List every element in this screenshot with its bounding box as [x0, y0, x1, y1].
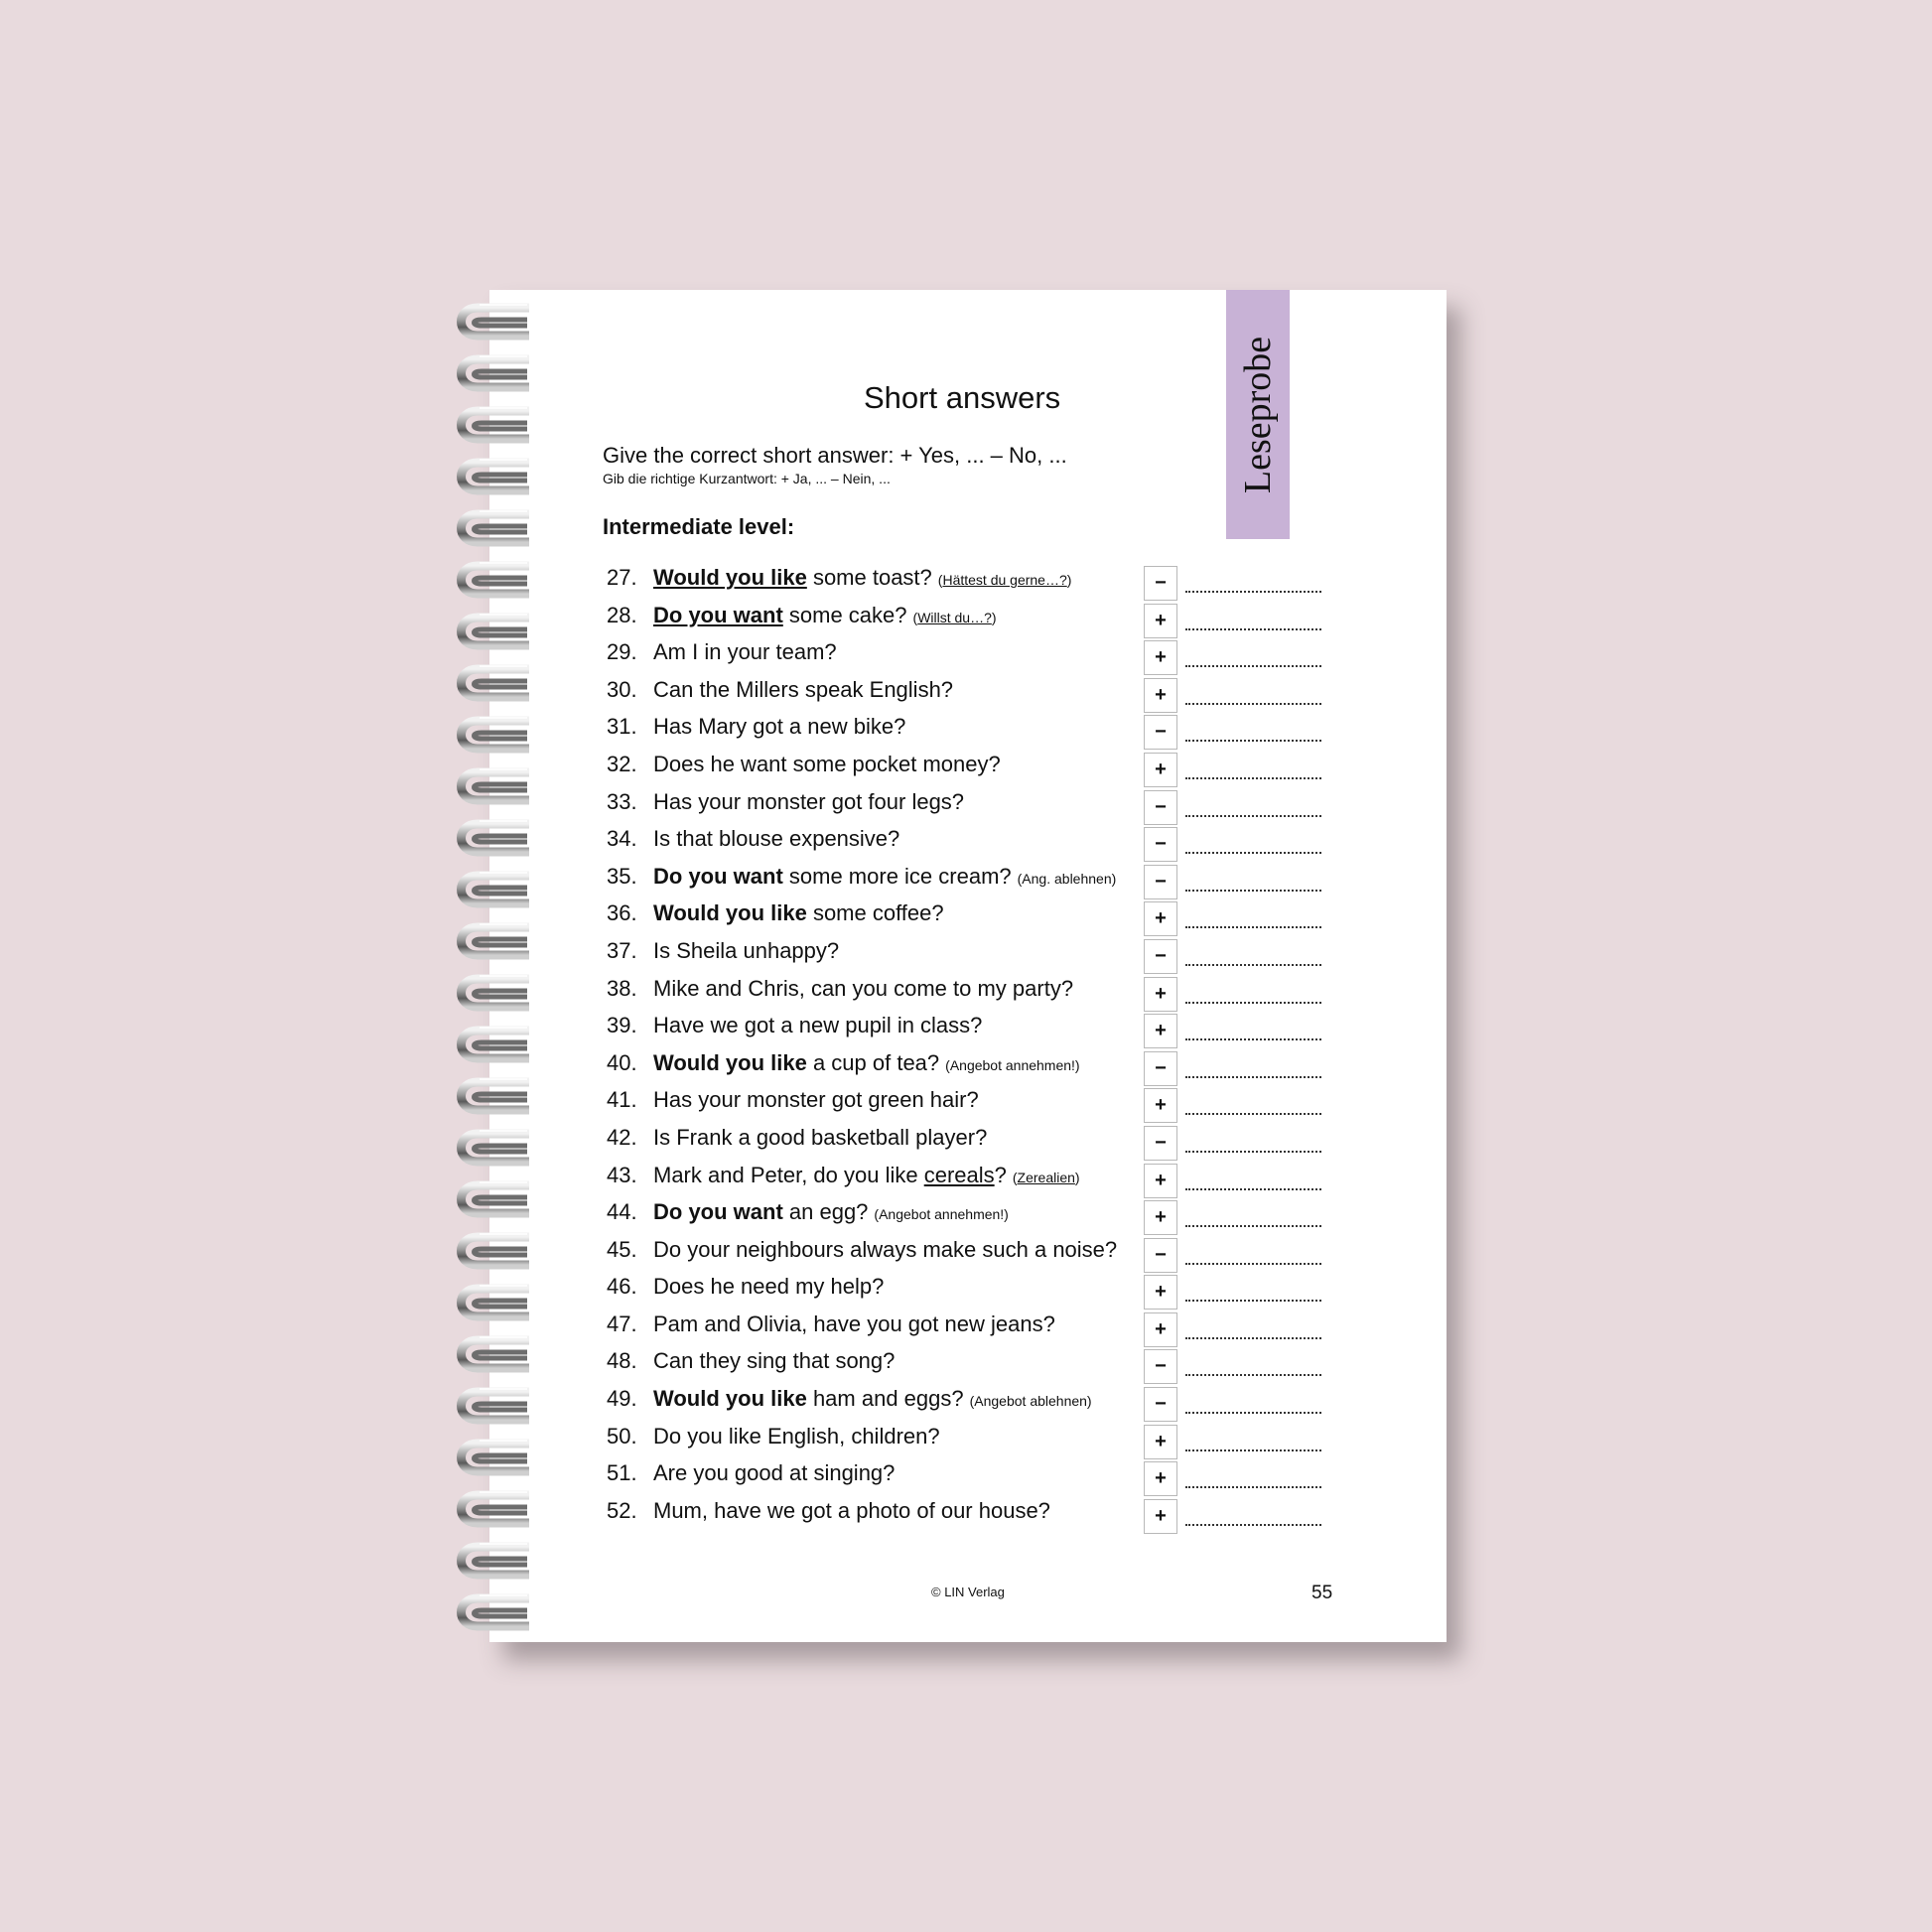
- question-text-end: ?: [994, 1162, 1007, 1187]
- question: [653, 639, 837, 665]
- question-text: Has Mary got a new bike?: [653, 714, 906, 740]
- question-text: Can the Millers speak English?: [653, 676, 954, 702]
- exercise-number: 40.: [607, 1049, 637, 1075]
- exercise-row: [604, 785, 1338, 823]
- question-keyword: Would you like: [653, 1386, 807, 1412]
- plus-sign-box: +: [1144, 640, 1177, 675]
- question-text: Is Sheila unhappy?: [653, 937, 840, 963]
- instruction: Give the correct short answer: + Yes, ... – No, ...: [603, 443, 1067, 468]
- question-text: an egg?: [782, 1199, 869, 1225]
- spiral-ring: [462, 1028, 530, 1058]
- exercise-number: 29.: [607, 639, 637, 665]
- spiral-ring: [462, 1492, 530, 1523]
- question: [653, 1199, 1009, 1225]
- exercise-number: 42.: [607, 1124, 637, 1150]
- spiral-ring: [462, 1286, 530, 1316]
- spiral-ring: [462, 615, 530, 645]
- question-text: some toast?: [806, 565, 932, 590]
- exercise-row: [604, 1195, 1338, 1233]
- question: [653, 1087, 979, 1113]
- exercise-number: 30.: [607, 676, 637, 702]
- answer-line[interactable]: [1185, 1038, 1321, 1040]
- instruction-german: Gib die richtige Kurzantwort: + Ja, ... – Nein, ...: [603, 471, 891, 486]
- exercise-row: [604, 897, 1338, 934]
- question-text: Are you good at singing?: [653, 1460, 896, 1486]
- hint-text: Willst du…?: [917, 609, 992, 625]
- exercise-row: [604, 972, 1338, 1010]
- spiral-ring: [462, 511, 530, 542]
- plus-sign-box: +: [1144, 1200, 1177, 1235]
- exercise-row: [604, 1046, 1338, 1084]
- answer-line[interactable]: [1185, 926, 1321, 928]
- answer-line[interactable]: [1185, 852, 1321, 854]
- question-keyword: Do you want: [653, 602, 783, 627]
- exercise-row: [604, 1456, 1338, 1494]
- minus-sign-box: −: [1144, 1238, 1177, 1273]
- exercise-row: [604, 860, 1338, 897]
- question: [653, 603, 997, 628]
- plus-sign-box: +: [1144, 604, 1177, 638]
- plus-sign-box: +: [1144, 1461, 1177, 1496]
- question: [653, 677, 953, 703]
- exercise-row: [604, 748, 1338, 785]
- spiral-binding: [452, 290, 535, 1642]
- exercise-number: 34.: [607, 826, 637, 852]
- plus-sign-box: +: [1144, 1425, 1177, 1459]
- hint-paren: ): [1066, 572, 1072, 588]
- exercise-number: 47.: [607, 1311, 637, 1336]
- question-text: Mum, have we got a photo of our house?: [653, 1497, 1050, 1523]
- question: [653, 900, 944, 926]
- level-heading: Intermediate level:: [603, 514, 795, 539]
- exercise-row: [604, 934, 1338, 972]
- question: [653, 565, 1071, 591]
- question-text: Mike and Chris, can you come to my party?: [653, 975, 1074, 1001]
- question-text: ham and eggs?: [806, 1386, 964, 1412]
- exercise-row: [604, 1420, 1338, 1457]
- question: [653, 1125, 987, 1151]
- german-hint: (Angebot annehmen!): [874, 1206, 1009, 1223]
- exercise-number: 46.: [607, 1274, 637, 1300]
- question-keyword: Would you like: [653, 1049, 807, 1075]
- hint-paren: ): [991, 609, 997, 625]
- german-hint: [1013, 1170, 1080, 1185]
- exercise-number: 36.: [607, 900, 637, 926]
- exercise-row: [604, 561, 1338, 599]
- answer-line[interactable]: [1185, 1076, 1321, 1078]
- exercise-row: [604, 599, 1338, 636]
- exercise-list: [604, 561, 1338, 1531]
- question-text: Do your neighbours always make such a noise?: [653, 1236, 1118, 1262]
- german-hint: [938, 572, 1072, 588]
- exercise-number: 35.: [607, 863, 637, 889]
- spiral-ring: [462, 1441, 530, 1471]
- exercise-number: 31.: [607, 714, 637, 740]
- hint-paren: (: [937, 572, 943, 588]
- question: [653, 1498, 1050, 1524]
- german-hint: (Angebot ablehnen): [969, 1393, 1092, 1410]
- exercise-number: 33.: [607, 788, 637, 814]
- spiral-ring: [462, 1595, 530, 1626]
- exercise-number: 50.: [607, 1423, 637, 1449]
- hint-paren: ): [1074, 1169, 1080, 1185]
- question-text: Has your monster got four legs?: [653, 788, 965, 814]
- spiral-ring: [462, 563, 530, 594]
- plus-sign-box: +: [1144, 1275, 1177, 1310]
- minus-sign-box: −: [1144, 790, 1177, 825]
- spiral-ring: [462, 769, 530, 800]
- minus-sign-box: −: [1144, 566, 1177, 601]
- question-keyword: Do you want: [653, 863, 783, 889]
- spiral-ring: [462, 924, 530, 955]
- question-keyword: Would you like: [653, 900, 807, 926]
- question: [653, 1163, 1080, 1188]
- answer-line[interactable]: [1185, 1151, 1321, 1153]
- spiral-ring: [462, 1131, 530, 1162]
- exercise-row: [604, 1009, 1338, 1046]
- question: [653, 1237, 1117, 1263]
- question: [653, 1348, 895, 1374]
- minus-sign-box: −: [1144, 1051, 1177, 1086]
- minus-sign-box: −: [1144, 865, 1177, 899]
- tab-label: Leseprobe: [1237, 336, 1280, 493]
- plus-sign-box: +: [1144, 1088, 1177, 1123]
- spiral-ring: [462, 460, 530, 490]
- exercise-row: [604, 1308, 1338, 1345]
- spiral-ring: [462, 305, 530, 336]
- question-text: Does he want some pocket money?: [653, 751, 1001, 776]
- spiral-ring: [462, 666, 530, 697]
- question-keyword: Do you want: [653, 1199, 783, 1225]
- copyright-footer: © LIN Verlag: [931, 1585, 1005, 1599]
- question: [653, 864, 1116, 890]
- question-text: Is that blouse expensive?: [653, 826, 900, 852]
- question-text: some cake?: [782, 602, 907, 627]
- spiral-ring: [462, 356, 530, 387]
- exercise-number: 38.: [607, 975, 637, 1001]
- question-text: a cup of tea?: [806, 1049, 940, 1075]
- question: [653, 752, 1001, 777]
- hint-paren: (: [912, 609, 918, 625]
- question-text: some more ice cream?: [782, 863, 1012, 889]
- plus-sign-box: +: [1144, 678, 1177, 713]
- spiral-ring: [462, 408, 530, 439]
- exercise-number: 27.: [607, 565, 637, 590]
- answer-line[interactable]: [1185, 1374, 1321, 1376]
- answer-line[interactable]: [1185, 815, 1321, 817]
- answer-line[interactable]: [1185, 1002, 1321, 1004]
- question: [653, 1013, 982, 1038]
- spiral-ring: [462, 1079, 530, 1110]
- spiral-ring: [462, 821, 530, 852]
- exercise-number: 48.: [607, 1348, 637, 1374]
- answer-line[interactable]: [1185, 777, 1321, 779]
- answer-line[interactable]: [1185, 1300, 1321, 1302]
- minus-sign-box: −: [1144, 827, 1177, 862]
- minus-sign-box: −: [1144, 715, 1177, 750]
- german-hint: (Angebot annehmen!): [945, 1056, 1080, 1073]
- answer-line[interactable]: [1185, 591, 1321, 593]
- plus-sign-box: +: [1144, 901, 1177, 936]
- answer-line[interactable]: [1185, 703, 1321, 705]
- exercise-row: [604, 1083, 1338, 1121]
- question-text: Am I in your team?: [653, 639, 837, 665]
- answer-line[interactable]: [1185, 665, 1321, 667]
- question: [653, 976, 1073, 1002]
- answer-line[interactable]: [1185, 1263, 1321, 1265]
- plus-sign-box: +: [1144, 1164, 1177, 1198]
- minus-sign-box: −: [1144, 1126, 1177, 1161]
- question: [653, 1311, 1055, 1337]
- answer-line[interactable]: [1185, 890, 1321, 892]
- exercise-number: 51.: [607, 1460, 637, 1486]
- spiral-ring: [462, 1182, 530, 1213]
- question-text: Do you like English, children?: [653, 1423, 940, 1449]
- exercise-row: [604, 710, 1338, 748]
- exercise-row: [604, 1344, 1338, 1382]
- exercise-number: 44.: [607, 1199, 637, 1225]
- hint-paren: (: [1012, 1169, 1018, 1185]
- spiral-ring: [462, 718, 530, 749]
- exercise-number: 39.: [607, 1013, 637, 1038]
- question-keyword: Would you like: [653, 565, 807, 590]
- question: [653, 1424, 940, 1449]
- exercise-row: [604, 1121, 1338, 1159]
- hint-text: Zerealien: [1017, 1169, 1075, 1185]
- answer-line[interactable]: [1185, 1524, 1321, 1526]
- page-number: 55: [1311, 1583, 1333, 1603]
- answer-line[interactable]: [1185, 1412, 1321, 1414]
- german-hint: (Ang. ablehnen): [1017, 870, 1117, 887]
- question-text: Have we got a new pupil in class?: [653, 1013, 983, 1038]
- plus-sign-box: +: [1144, 753, 1177, 787]
- spiral-ring: [462, 976, 530, 1007]
- question: [653, 714, 905, 740]
- answer-line[interactable]: [1185, 1486, 1321, 1488]
- question: [653, 1386, 1092, 1412]
- question-text: Does he need my help?: [653, 1274, 885, 1300]
- minus-sign-box: −: [1144, 939, 1177, 974]
- spiral-ring: [462, 1544, 530, 1575]
- exercise-number: 43.: [607, 1162, 637, 1187]
- exercise-row: [604, 1270, 1338, 1308]
- plus-sign-box: +: [1144, 1014, 1177, 1048]
- exercise-number: 45.: [607, 1236, 637, 1262]
- question-underlined-word: cereals: [923, 1162, 995, 1187]
- exercise-row: [604, 673, 1338, 711]
- question: [653, 938, 839, 964]
- question-text: Mark and Peter, do you like: [653, 1162, 924, 1187]
- answer-line[interactable]: [1185, 1188, 1321, 1190]
- exercise-row: [604, 1159, 1338, 1196]
- exercise-row: [604, 1494, 1338, 1532]
- exercise-number: 52.: [607, 1497, 637, 1523]
- question-text: Can they sing that song?: [653, 1348, 896, 1374]
- leseprobe-tab: [1226, 290, 1290, 539]
- question-text: some coffee?: [806, 900, 944, 926]
- question: [653, 1274, 884, 1300]
- minus-sign-box: −: [1144, 1387, 1177, 1422]
- plus-sign-box: +: [1144, 1499, 1177, 1534]
- exercise-number: 28.: [607, 602, 637, 627]
- exercise-number: 37.: [607, 937, 637, 963]
- question-text: Has your monster got green hair?: [653, 1087, 979, 1113]
- exercise-row: [604, 635, 1338, 673]
- exercise-row: [604, 822, 1338, 860]
- exercise-number: 41.: [607, 1087, 637, 1113]
- answer-line[interactable]: [1185, 628, 1321, 630]
- question: [653, 789, 964, 815]
- spiral-ring: [462, 873, 530, 903]
- question: [653, 1460, 895, 1486]
- page-title: Short answers: [864, 380, 1061, 415]
- spiral-ring: [462, 1337, 530, 1368]
- question-text: Pam and Olivia, have you got new jeans?: [653, 1311, 1055, 1336]
- german-hint: [913, 610, 997, 625]
- answer-line[interactable]: [1185, 740, 1321, 742]
- question: [653, 1050, 1080, 1076]
- spiral-ring: [462, 1234, 530, 1265]
- exercise-number: 32.: [607, 751, 637, 776]
- question: [653, 826, 899, 852]
- spiral-ring: [462, 1389, 530, 1420]
- question-text: Is Frank a good basketball player?: [653, 1124, 988, 1150]
- answer-line[interactable]: [1185, 1113, 1321, 1115]
- exercise-row: [604, 1382, 1338, 1420]
- answer-line[interactable]: [1185, 1449, 1321, 1451]
- plus-sign-box: +: [1144, 1312, 1177, 1347]
- answer-line[interactable]: [1185, 964, 1321, 966]
- exercise-row: [604, 1233, 1338, 1271]
- exercise-number: 49.: [607, 1386, 637, 1412]
- answer-line[interactable]: [1185, 1225, 1321, 1227]
- hint-text: Hättest du gerne…?: [942, 572, 1067, 588]
- answer-line[interactable]: [1185, 1337, 1321, 1339]
- plus-sign-box: +: [1144, 977, 1177, 1012]
- minus-sign-box: −: [1144, 1349, 1177, 1384]
